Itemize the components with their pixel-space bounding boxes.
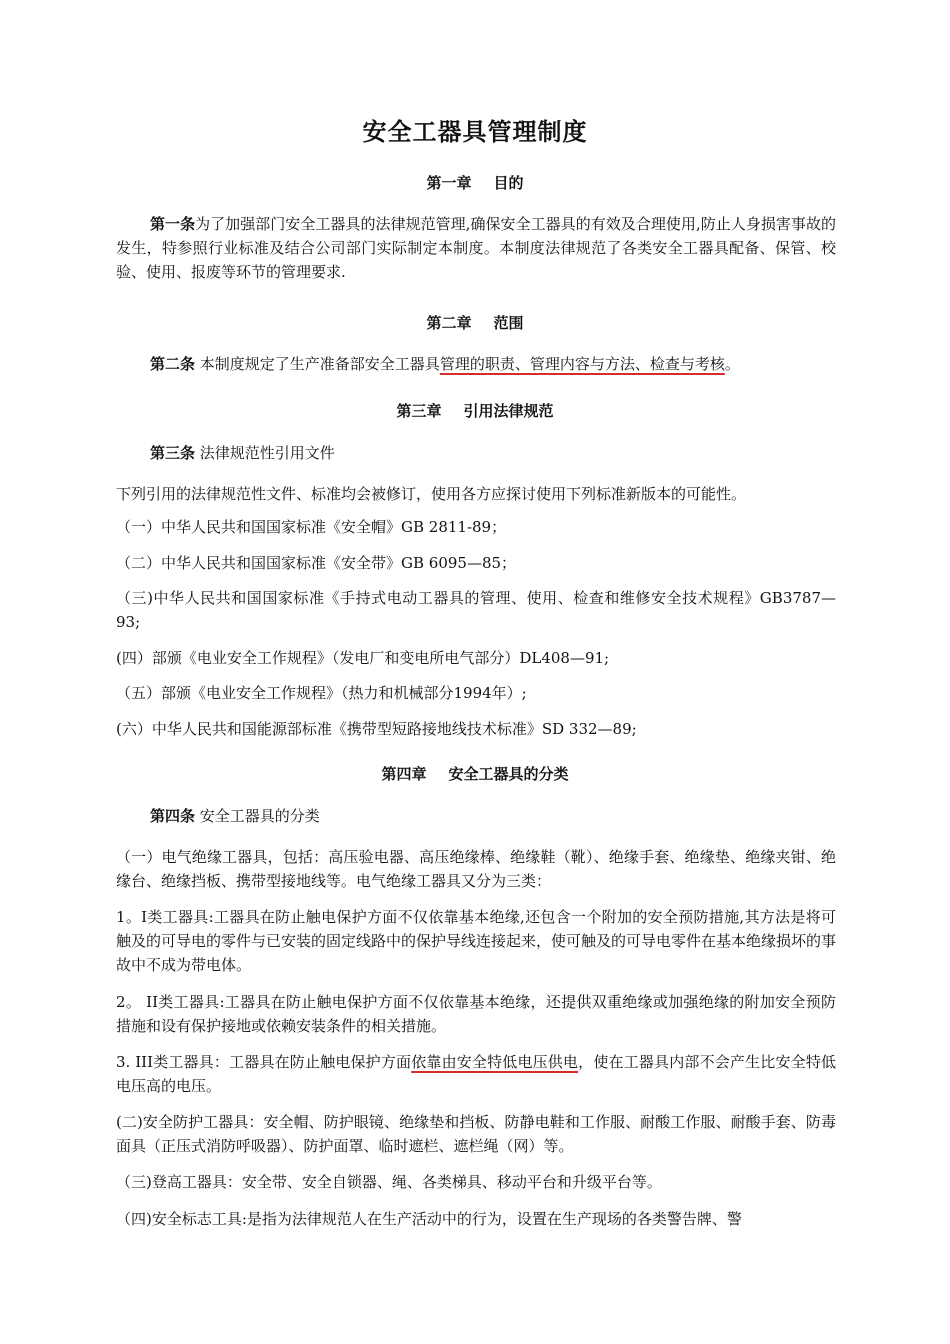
underlined-text: 依靠由安全特低电压供电 (411, 1053, 579, 1071)
classification-3: （三)登高工器具：安全带、安全自锁器、绳、各类梯具、移动平台和升级平台等。 (116, 1173, 662, 1191)
classification-2: (二)安全防护工器具：安全帽、防护眼镜、绝缘垫和挡板、防静电鞋和工作服、耐酸工作服、耐酸手套、防毒面具（正压式消防呼吸器）、防护面罩、临时遮栏、遮栏绳（网）等。 (116, 1113, 836, 1155)
article-label: 第二条 (150, 355, 196, 373)
reference-item: (六）中华人民共和国能源部标准《携带型短路接地线技术标准》SD 332—89; (116, 720, 637, 738)
reference-item: （三)中华人民共和国国家标准《手持式电动工器具的管理、使用、检查和维修安全技术规程》GB3787—93; (116, 589, 836, 631)
chapter-number: 第一章 (426, 174, 472, 192)
article-text: 本制度规定了生产准备部安全工器具 (199, 355, 440, 373)
reference-item: （一）中华人民共和国国家标准《安全帽》GB 2811-89； (116, 518, 507, 536)
article-4 (116, 804, 836, 828)
article-label: 第三条 (150, 444, 196, 462)
chapter-name: 范围 (493, 314, 524, 332)
class-item-3 (116, 1050, 836, 1098)
article-text: 安全工器具的分类 (199, 807, 320, 825)
article-2 (116, 352, 836, 376)
chapter-number: 第二章 (426, 314, 472, 332)
chapter-number: 第四章 (381, 765, 427, 783)
chapter-name: 安全工器具的分类 (448, 765, 569, 783)
item-text: 3. III类工器具：工器具在防止触电保护方面 (116, 1053, 412, 1071)
chapter-2-heading (0, 312, 950, 333)
class-item-1: 1。Ⅰ类工器具:工器具在防止触电保护方面不仅依靠基本绝缘,还包含一个附加的安全预防措施,其方法是将可触及的可导电的零件与已安装的固定线路中的保护导线连接起来，使可触及的可导电零件在基本绝缘损坏的事故中不成为带电体。 (116, 908, 837, 974)
classification-4: （四)安全标志工具:是指为法律规范人在生产活动中的行为，设置在生产现场的各类警告牌、警 (116, 1210, 742, 1228)
article-label: 第四条 (150, 807, 196, 825)
chapter-1-heading (0, 172, 950, 193)
chapter-name: 目的 (493, 174, 524, 192)
chapter-name: 引用法律规范 (463, 402, 554, 420)
reference-item: (四）部颁《电业安全工作规程》（发电厂和变电所电气部分）DL408—91; (116, 649, 610, 667)
article-text: 为了加强部门安全工器具的法律规范管理,确保安全工器具的有效及合理使用,防止人身损害事故的发生，特参照行业标准及结合公司部门实际制定本制度。本制度法律规范了各类安全工器具配备、保管、校验、使用、报废等环节的管理要求. (116, 215, 836, 281)
underlined-text: 管理的职责、管理内容与方法、检查与考核 (439, 355, 725, 373)
article-text-end: 。 (724, 355, 740, 373)
reference-intro: 下列引用的法律规范性文件、标准均会被修订，使用各方应探讨使用下列标准新版本的可能性。 (116, 485, 747, 503)
article-label: 第一条 (150, 215, 196, 233)
article-1 (116, 212, 836, 284)
item-text-end: ，使在工器具内部不会产生比安全特低电压高的电压。 (116, 1053, 836, 1095)
reference-item: （二）中华人民共和国国家标准《安全带》GB 6095—85； (116, 554, 517, 572)
class-item-2: 2。 II类工器具:工器具在防止触电保护方面不仅依靠基本绝缘，还提供双重绝缘或加强绝缘的附加安全预防措施和设有保护接地或依赖安装条件的相关措施。 (116, 993, 836, 1035)
classification-1: （一）电气绝缘工器具，包括：高压验电器、高压绝缘棒、绝缘鞋（靴）、绝缘手套、绝缘垫、绝缘夹钳、绝缘台、绝缘挡板、携带型接地线等。电气绝缘工器具又分为三类： (116, 848, 836, 890)
chapter-number: 第三章 (396, 402, 442, 420)
article-3 (116, 441, 836, 465)
reference-item: （五）部颁《电业安全工作规程》（热力和机械部分1994年）; (116, 684, 527, 702)
article-text: 法律规范性引用文件 (199, 444, 335, 462)
chapter-3-heading (0, 400, 950, 421)
document-title: 安全工器具管理制度 (362, 118, 588, 146)
chapter-4-heading (0, 763, 950, 784)
